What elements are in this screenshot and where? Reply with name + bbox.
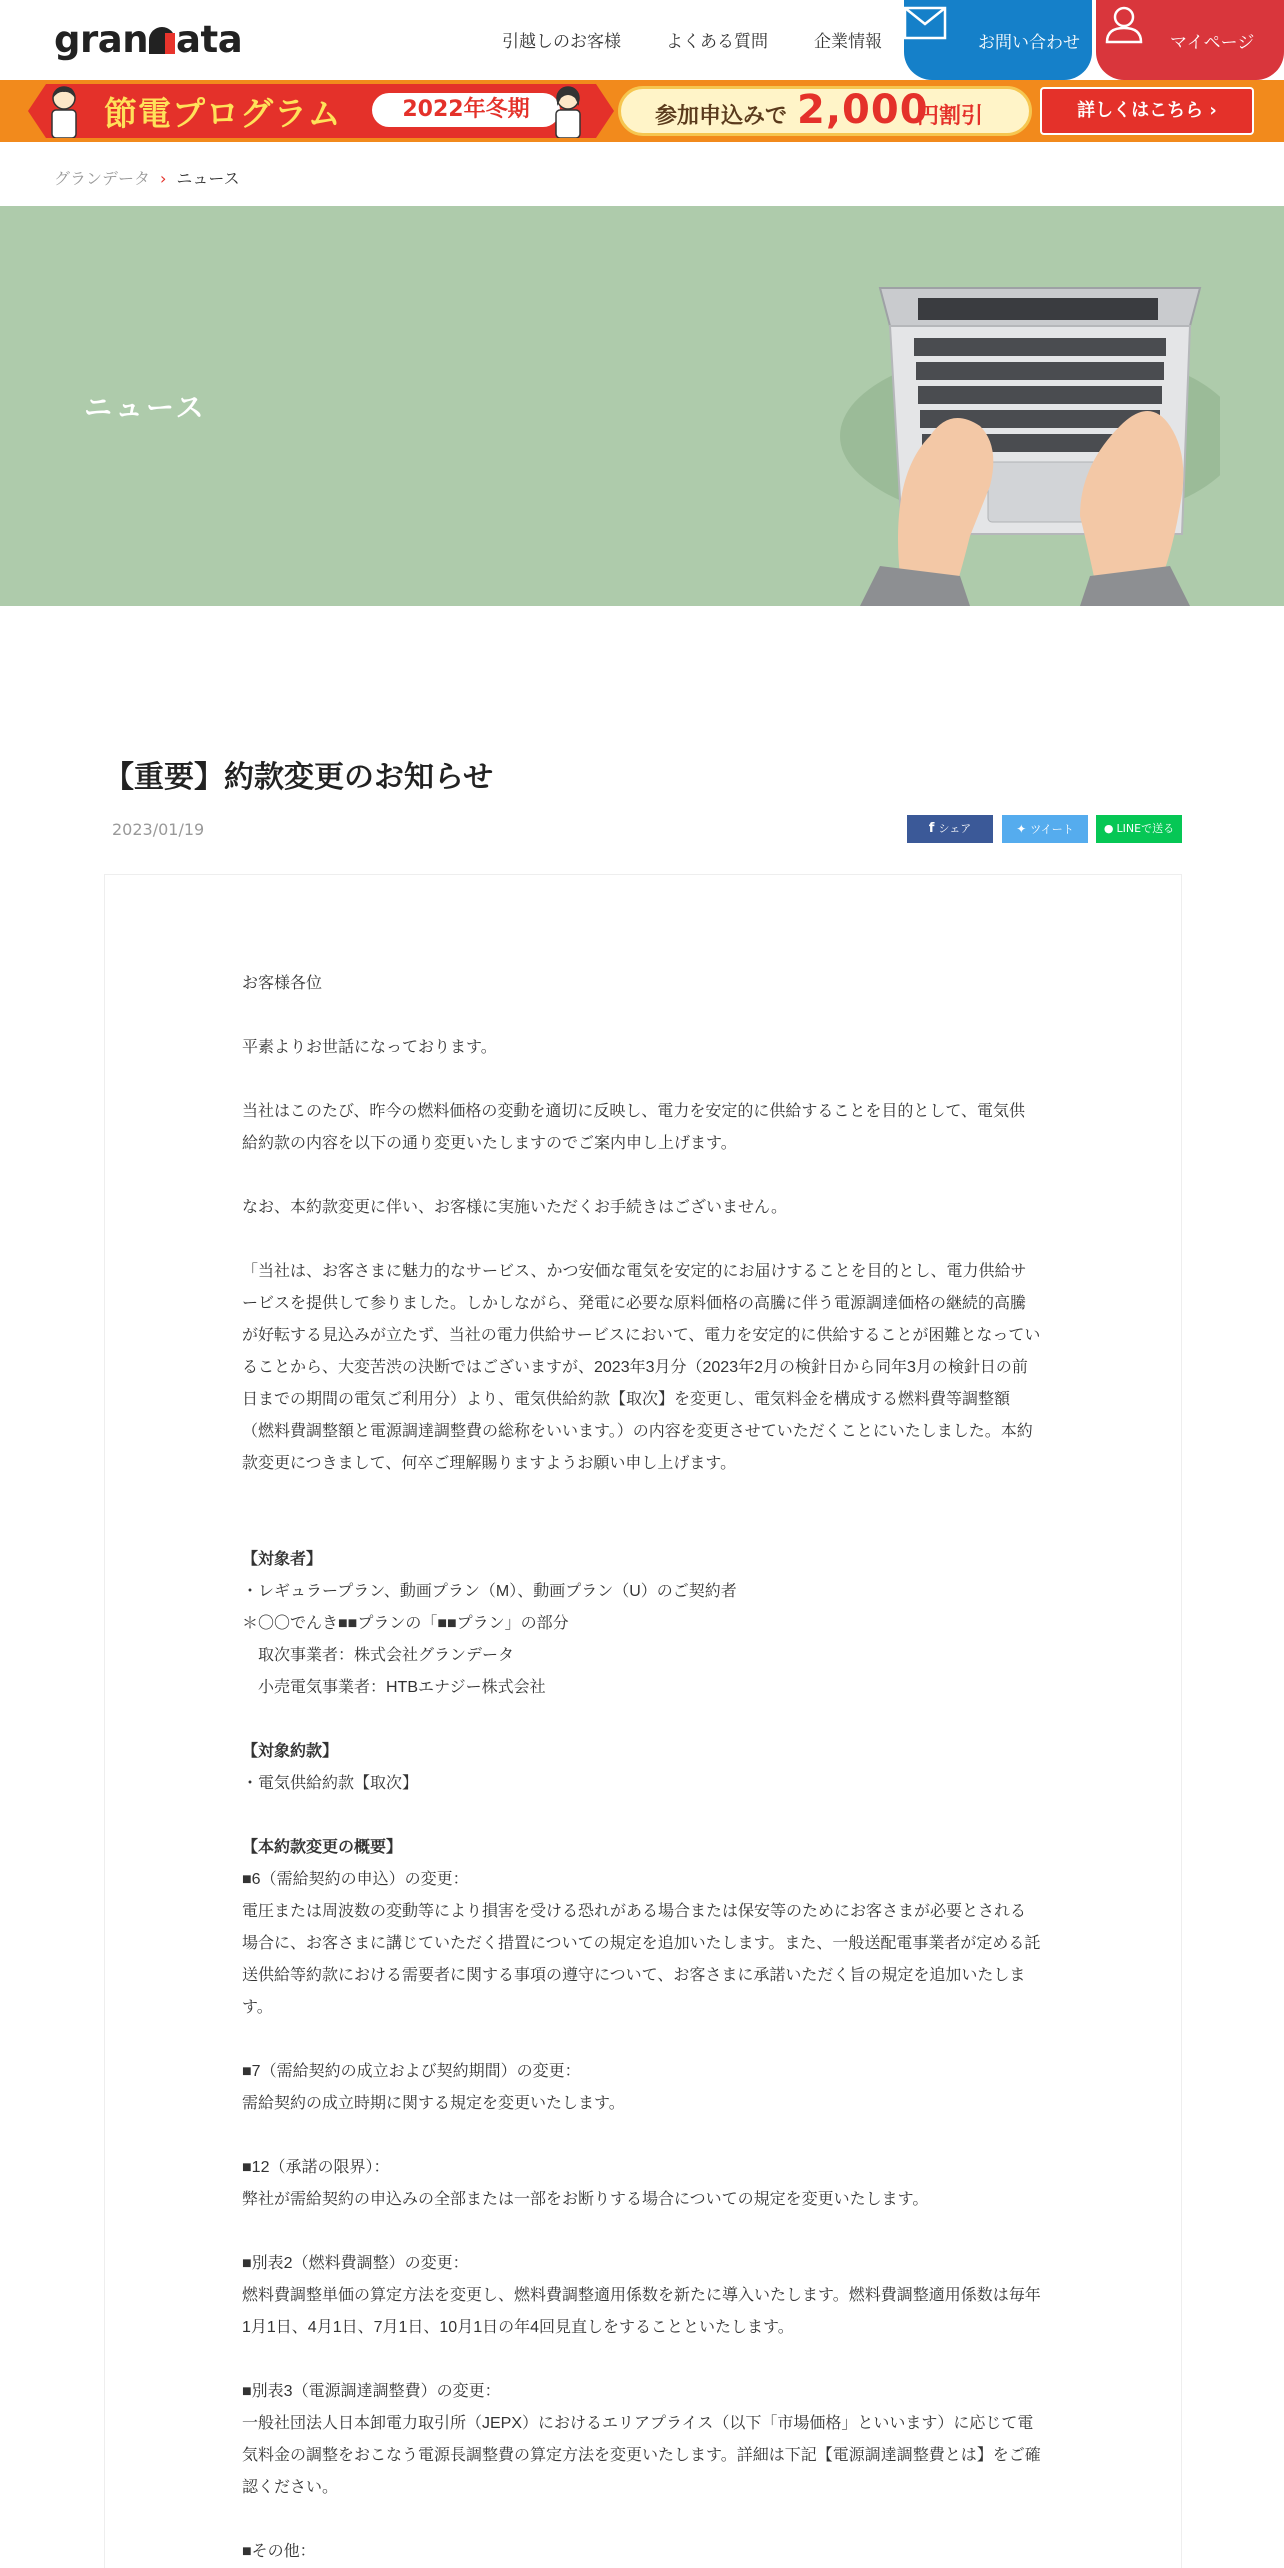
summary-line: 一般社団法人日本卸電力取引所（JEPX）におけるエリアプライス（以下「市場価格」といいます）に応じて電 [242, 2415, 1034, 2432]
promo-details-button[interactable]: 詳しくはこちら › [1040, 87, 1254, 135]
target-line: 取次事業者：株式会社グランデータ [242, 1647, 515, 1664]
twitter-share-button[interactable] [1002, 815, 1088, 843]
summary-line: 需給契約の成立時期に関する規定を変更いたします。 [242, 2095, 625, 2112]
summary-line: 1月1日、4月1日、7月1日、10月1日の年4回見直しをすることといたします。 [242, 2319, 794, 2336]
breadcrumb-home[interactable]: グランデータ [54, 169, 151, 188]
hero-banner [0, 206, 1284, 606]
line-icon: ● [1103, 822, 1114, 835]
paragraph-reason-line: ービスを提供して参りました。しかしながら、発電に必要な原料価格の高騰に伴う電源調達価格の継続的高騰 [242, 1295, 1027, 1312]
facebook-share-button[interactable] [907, 815, 993, 843]
section-heading-target: 【対象者】 [242, 1551, 323, 1568]
article-date: 2023/01/19 [112, 820, 205, 839]
line-share-button[interactable] [1096, 815, 1182, 843]
summary-line: 気料金の調整をおこなう電源長調整費の算定方法を変更いたします。詳細は下記【電源調達調整費とは】をご確 [242, 2447, 1041, 2464]
summary-line: 認ください。 [242, 2479, 339, 2496]
facebook-share-label: シェア [938, 822, 972, 835]
user-icon [1104, 4, 1144, 48]
promo-offer [618, 86, 1032, 136]
paragraph-reason-line: ることから、大変苦渋の決断ではございますが、2023年3月分（2023年2月の検針日から同年3月の検針日の前 [242, 1359, 1028, 1376]
paragraph-reason-line: （燃料費調整額と電源調達調整費の総称をいいます。）の内容を変更させていただくことにいたしました。本約 [242, 1423, 1033, 1440]
person-illustration-icon [44, 84, 84, 138]
contact-button[interactable] [904, 0, 1092, 80]
promo-banner[interactable] [0, 80, 1284, 142]
summary-line: 送供給等約款における需要者に関する事項の遵守について、お客さまに承諾いただく旨の規定を追加いたしま [242, 1967, 1026, 1984]
hero-title: ニュース [84, 391, 207, 424]
summary-item-heading: ■12（承諾の限界）： [242, 2159, 390, 2176]
promo-season: 2022年冬期 [372, 93, 560, 127]
nav-company[interactable]: 企業情報 [814, 32, 882, 52]
promo-title: 節電プログラム [104, 94, 342, 133]
paragraph-reason-line: 日までの期間の電気ご利用分）より、電気供給約款【取次】を変更し、電気料金を構成する燃料費等調整額 [242, 1391, 1011, 1408]
person-illustration-icon [548, 84, 588, 138]
summary-line: 燃料費調整単価の算定方法を変更し、燃料費調整適用係数を新たに導入いたします。燃料費調整適用係数は毎年 [242, 2287, 1041, 2304]
paragraph-salutation: 平素よりお世話になっております。 [242, 1039, 497, 1056]
contact-label: お問い合わせ [978, 33, 1080, 53]
twitter-icon: ✦ [1016, 822, 1027, 836]
nav-moving[interactable]: 引越しのお客様 [502, 32, 621, 52]
facebook-icon: f [928, 821, 935, 836]
summary-item-heading: ■別表2（燃料費調整）の変更： [242, 2255, 469, 2272]
line-share-label: LINEで送る [1116, 822, 1175, 835]
summary-line: 場合に、お客さまに講じていただく措置についての規定を追加いたします。また、一般送配電事業者が定める託 [242, 1935, 1041, 1952]
twitter-share-label: ツイート [1030, 823, 1074, 836]
paragraph-reason-line: が好転する見込みが立たず、当社の電力供給サービスにおいて、電力を安定的に供給することが困難となってい [242, 1327, 1041, 1344]
breadcrumb-current: ニュース [176, 169, 240, 188]
article-title: 【重要】約款変更のお知らせ [104, 760, 494, 795]
site-header [0, 0, 1284, 80]
section-heading-terms: 【対象約款】 [242, 1743, 339, 1760]
logo-mark-icon [149, 27, 175, 54]
section-heading-summary: 【本約款変更の概要】 [242, 1839, 403, 1856]
paragraph-intro-line: 給約款の内容を以下の通り変更いたしますのでご案内申し上げます。 [242, 1135, 737, 1152]
paragraph-no-action: なお、本約款変更に伴い、お客様に実施いただくお手続きはございません。 [242, 1199, 787, 1216]
breadcrumb [54, 166, 240, 189]
summary-item-heading: ■その他： [242, 2543, 316, 2560]
offer-amount: 2,000 [797, 87, 929, 133]
mypage-button[interactable] [1096, 0, 1284, 80]
site-logo[interactable]: gran ata [54, 18, 243, 61]
summary-line: 電圧または周波数の変動等により損害を受ける恐れがある場合または保安等のためにお客さまが必要とされる [242, 1903, 1027, 1920]
paragraph-intro-line: 当社はこのたび、昨今の燃料価格の変動を適切に反映し、電力を安定的に供給することを目的として、電気供 [242, 1103, 1026, 1120]
summary-item-heading: ■6（需給契約の申込）の変更： [242, 1871, 469, 1888]
laptop-illustration-icon [820, 276, 1220, 606]
nav-faq[interactable]: よくある質問 [666, 32, 768, 52]
mypage-label: マイページ [1170, 33, 1255, 53]
summary-line: す。 [242, 1999, 273, 2016]
summary-item-heading: ■別表3（電源調達調整費）の変更： [242, 2383, 501, 2400]
offer-suffix: 円割引 [917, 104, 984, 129]
target-line: ・レギュラープラン、動画プラン（M）、動画プラン（U）のご契約者 [242, 1583, 737, 1600]
paragraph-greeting: お客様各位 [242, 975, 323, 992]
paragraph-reason-line: 款変更につきまして、何卒ご理解賜りますようお願い申し上げます。 [242, 1455, 737, 1472]
summary-item-heading: ■7（需給契約の成立および契約期間）の変更： [242, 2063, 581, 2080]
chevron-right-icon: › [160, 169, 167, 188]
mail-icon [904, 4, 948, 44]
paragraph-reason-line: 「当社は、お客さまに魅力的なサービス、かつ安価な電気を安定的にお届けすることを目的とし、電力供給サ [242, 1263, 1027, 1280]
terms-line: ・電気供給約款【取次】 [242, 1775, 419, 1792]
target-line: ＊〇〇でんき■■プランの「■■プラン」の部分 [242, 1615, 569, 1632]
target-line: 小売電気事業者：HTBエナジー株式会社 [242, 1679, 546, 1696]
summary-line: 弊社が需給契約の申込みの全部または一部をお断りする場合についての規定を変更いたします。 [242, 2191, 929, 2208]
offer-prefix: 参加申込みで [655, 104, 788, 129]
